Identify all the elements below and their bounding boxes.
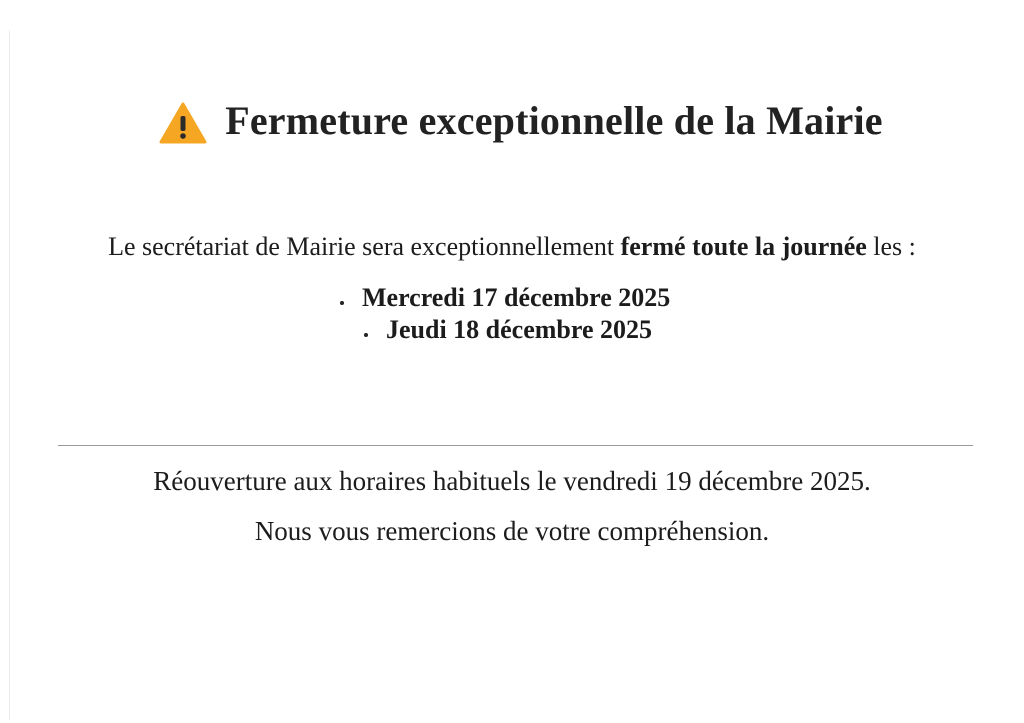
warning-triangle-icon [159,102,207,144]
bullet-icon [364,333,368,337]
list-item [340,283,670,313]
date-label: Jeudi 18 décembre 2025 [386,315,652,344]
date-label: Mercredi 17 décembre 2025 [362,283,671,312]
reopening-text: Réouverture aux horaires habituels le vendredi 19 décembre 2025. [153,466,871,496]
list-item [364,315,652,345]
title-row [0,96,1024,144]
divider [58,445,973,446]
intro-before: Le secrétariat de Mairie sera exceptionnellement [108,232,621,261]
page-title: Fermeture exceptionnelle de la Mairie [225,97,883,143]
intro-bold: fermé toute la journée [620,232,867,261]
thanks-text: Nous vous remercions de votre compréhension. [254,516,770,546]
intro-text [0,230,1024,264]
intro-after: les : [866,232,916,261]
bullet-icon [340,301,344,305]
